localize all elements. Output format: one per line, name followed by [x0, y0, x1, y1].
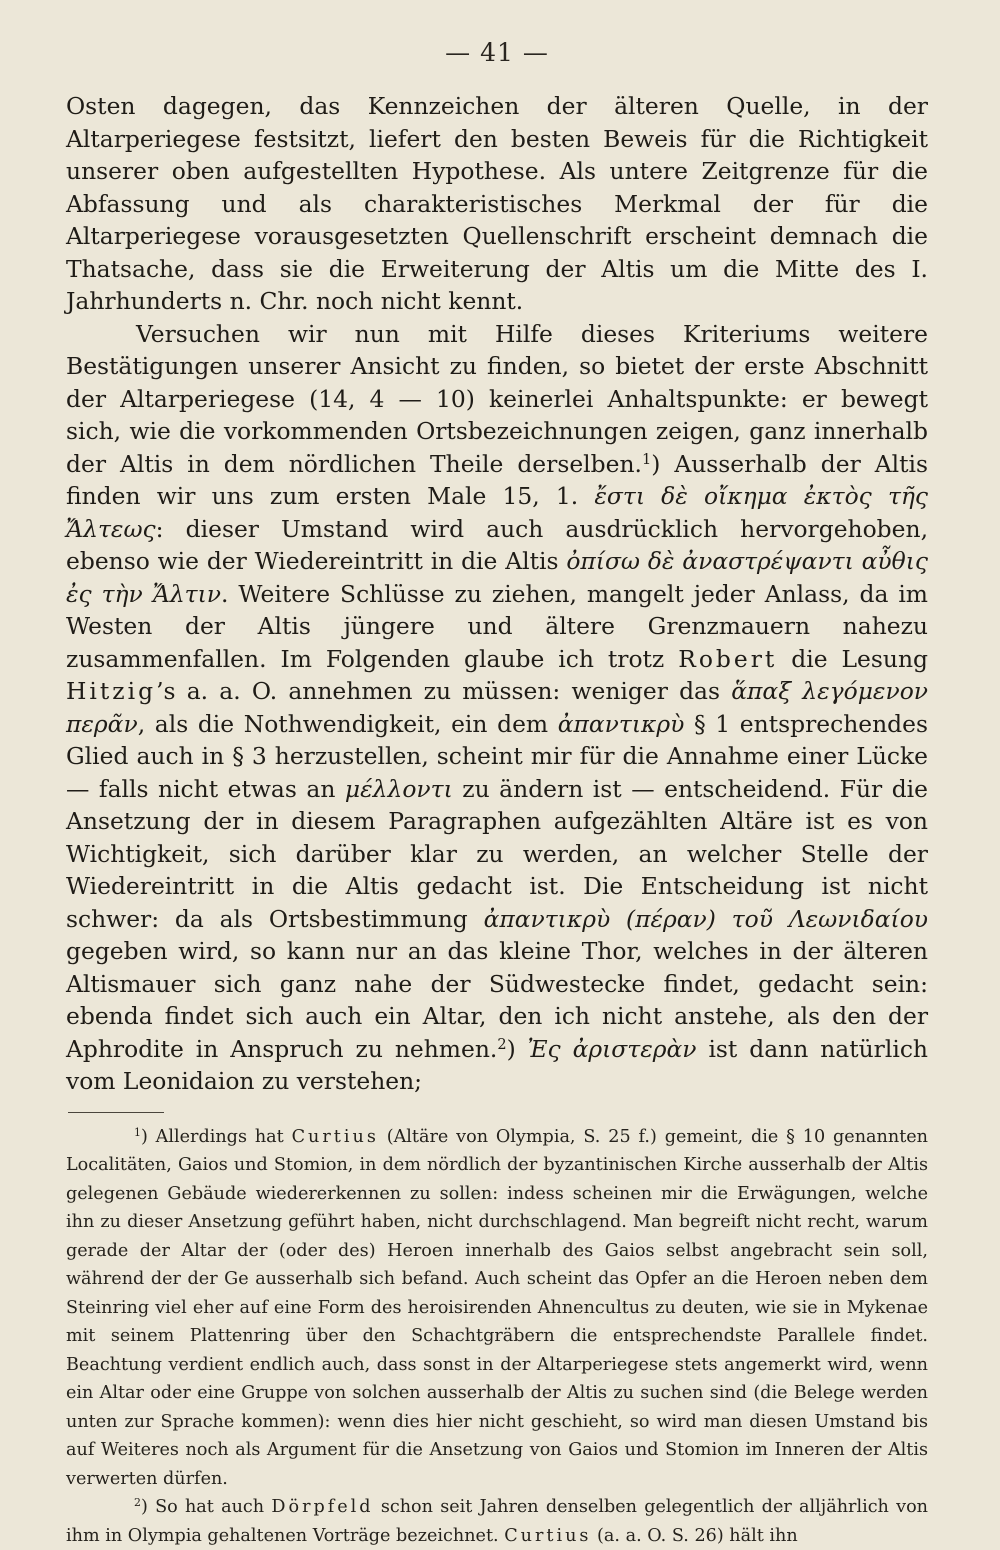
- text-run: gegeben wird, so kann nur an das kleine Thor, welches in der älteren Altismauer sich ganz nahe der Südwestecke findet, gedacht sein: ebenda findet sich auch ein Altar, den ich nicht anstehe, als den der Aphrodite in Anspruch zu nehmen.: [66, 937, 928, 1063]
- page-number: — 41 —: [66, 38, 928, 68]
- text-run: Versuchen wir nun mit Hilfe dieses Kriteriums weitere Bestätigungen unserer Ansicht zu finden, so bietet der erste Abschnitt der Altarperiegese (14, 4 — 10) keinerlei Anhaltspunkte: er bewegt sich, wie die vorkommenden Ortsbezeichnungen zeigen, ganz innerhalb der Altis in dem nördlichen Theile derselben.: [66, 320, 928, 478]
- text-run: (a. a. O. S. 26) hält ihn: [591, 1526, 797, 1546]
- greek-phrase: ἀπαντικρὺ: [558, 710, 685, 738]
- text-run: zu ändern ist — entscheidend. Für die Ansetzung der in diesem Paragraphen aufgezählten Altäre ist es von Wichtigkeit, sich darüber klar zu werden, an welcher Stelle der Wiedereintritt in die Altis gedacht ist. Die Entscheidung ist nicht schwer: da als Ortsbestimmung: [66, 775, 928, 933]
- footnote: [66, 1123, 928, 1494]
- paragraph: [66, 318, 928, 1098]
- text-run: ) Ausserhalb der Altis finden wir uns zum ersten Male 15, 1.: [66, 450, 928, 511]
- paragraph: [66, 90, 928, 318]
- footnote-marker: 1: [134, 1126, 141, 1139]
- spaced-name: Curtius: [292, 1127, 379, 1147]
- spaced-name: Hitzig: [66, 677, 156, 705]
- text-run: Osten dagegen, das Kennzeichen der älteren Quelle, in der Altarperiegese festsitzt, liefert den besten Beweis für die Richtigkeit unserer oben aufgestellten Hypothese. Als untere Zeitgrenze für die Abfassung und als charakteristisches Merkmal der für die Altarperiegese vorausgesetzten Quellenschrift erscheint demnach die Thatsache, dass sie die Erweiterung der Altis um die Mitte des I. Jahrhunderts n. Chr. noch nicht kennt.: [66, 92, 928, 315]
- footnote-marker: 2: [134, 1496, 141, 1509]
- spaced-name: Curtius: [504, 1526, 591, 1546]
- text-run: ) Allerdings hat: [141, 1127, 292, 1147]
- footnote-marker: 2: [497, 1037, 506, 1053]
- spaced-name: Dörpfeld: [271, 1497, 373, 1517]
- spaced-name: Robert: [678, 645, 777, 673]
- text-run: ’s a. a. O. annehmen zu müssen: weniger das: [156, 677, 731, 705]
- greek-phrase: ὀπίσω δὲ ἀναστρέψαντι αὖθις ἐς τὴν Ἄλτιν: [66, 547, 928, 608]
- footnotes: [66, 1123, 928, 1550]
- text-run: (Altäre von Olympia, S. 25 f.) gemeint, die § 10 genannten Localitäten, Gaios und Stomion, in dem nördlich der byzantinischen Kirche ausserhalb der Altis gelegenen Gebäude wiedererkennen zu sollen: indess scheinen mir die Erwägungen, welche ihn zu dieser Ansetzung geführt haben, nicht durchschlagend. Man begreift nicht recht, warum gerade der Altar der (oder des) Heroen innerhalb des Gaios selbst angebracht sein soll, während der der Ge ausserhalb sich befand. Auch scheint das Opfer an die Heroen neben dem Steinring viel eher auf eine Form des heroisirenden Ahnencultus zu deuten, wie sie in Mykenae mit seinem Plattenring über den Schachtgräbern die entsprechendste Parallele findet. Beachtung verdient endlich auch, dass sonst in der Altarperiegese stets angemerkt wird, wenn ein Altar oder eine Gruppe von solchen ausserhalb der Altis zu suchen sind (die Belege werden unten zur Sprache kommen): wenn dies hier nicht geschieht, so wird man diesen Umstand bis auf Weiteres noch als Argument für die Ansetzung von Gaios und Stomion im Inneren der Altis verwerten dürfen.: [66, 1127, 928, 1489]
- footnote-marker: 1: [642, 452, 651, 468]
- greek-phrase: ἀπαντικρὺ (πέραν) τοῦ Λεωνιδαίου: [484, 905, 928, 933]
- text-run: . Weitere Schlüsse zu ziehen, mangelt jeder Anlass, da im Westen der Altis jüngere und ältere Grenzmauern nahezu zusammenfallen. Im Folgenden glaube ich trotz: [66, 580, 928, 673]
- text-run: § 1 entsprechendes Glied auch in § 3 herzustellen, scheint mir für die Annahme einer Lücke — falls nicht etwas an: [66, 710, 928, 803]
- text-run: ): [507, 1035, 528, 1063]
- footnote: [66, 1493, 928, 1550]
- text-run: ) So hat auch: [141, 1497, 271, 1517]
- text-run: : dieser Umstand wird auch ausdrücklich hervorgehoben, ebenso wie der Wiedereintritt in die Altis: [66, 515, 928, 576]
- text-run: die Lesung: [777, 645, 928, 673]
- text-run: schon seit Jahren denselben gelegentlich der alljährlich von ihm in Olympia gehaltenen Vorträge bezeichnet.: [66, 1497, 928, 1546]
- greek-phrase: ἅπαξ λεγόμενον περᾶν: [66, 677, 928, 738]
- text-run: , als die Nothwendigkeit, ein dem: [138, 710, 558, 738]
- footnote-divider: [68, 1112, 164, 1113]
- greek-phrase: μέλλοντι: [345, 775, 453, 803]
- greek-phrase: ἔστι δὲ οἴκημα ἐκτὸς τῆς Ἄλτεως: [66, 482, 928, 543]
- text-run: ist dann natürlich vom Leonidaion zu verstehen;: [66, 1035, 928, 1096]
- greek-phrase: Ἐς ἀριστερὰν: [528, 1035, 697, 1063]
- main-text: [66, 90, 928, 1098]
